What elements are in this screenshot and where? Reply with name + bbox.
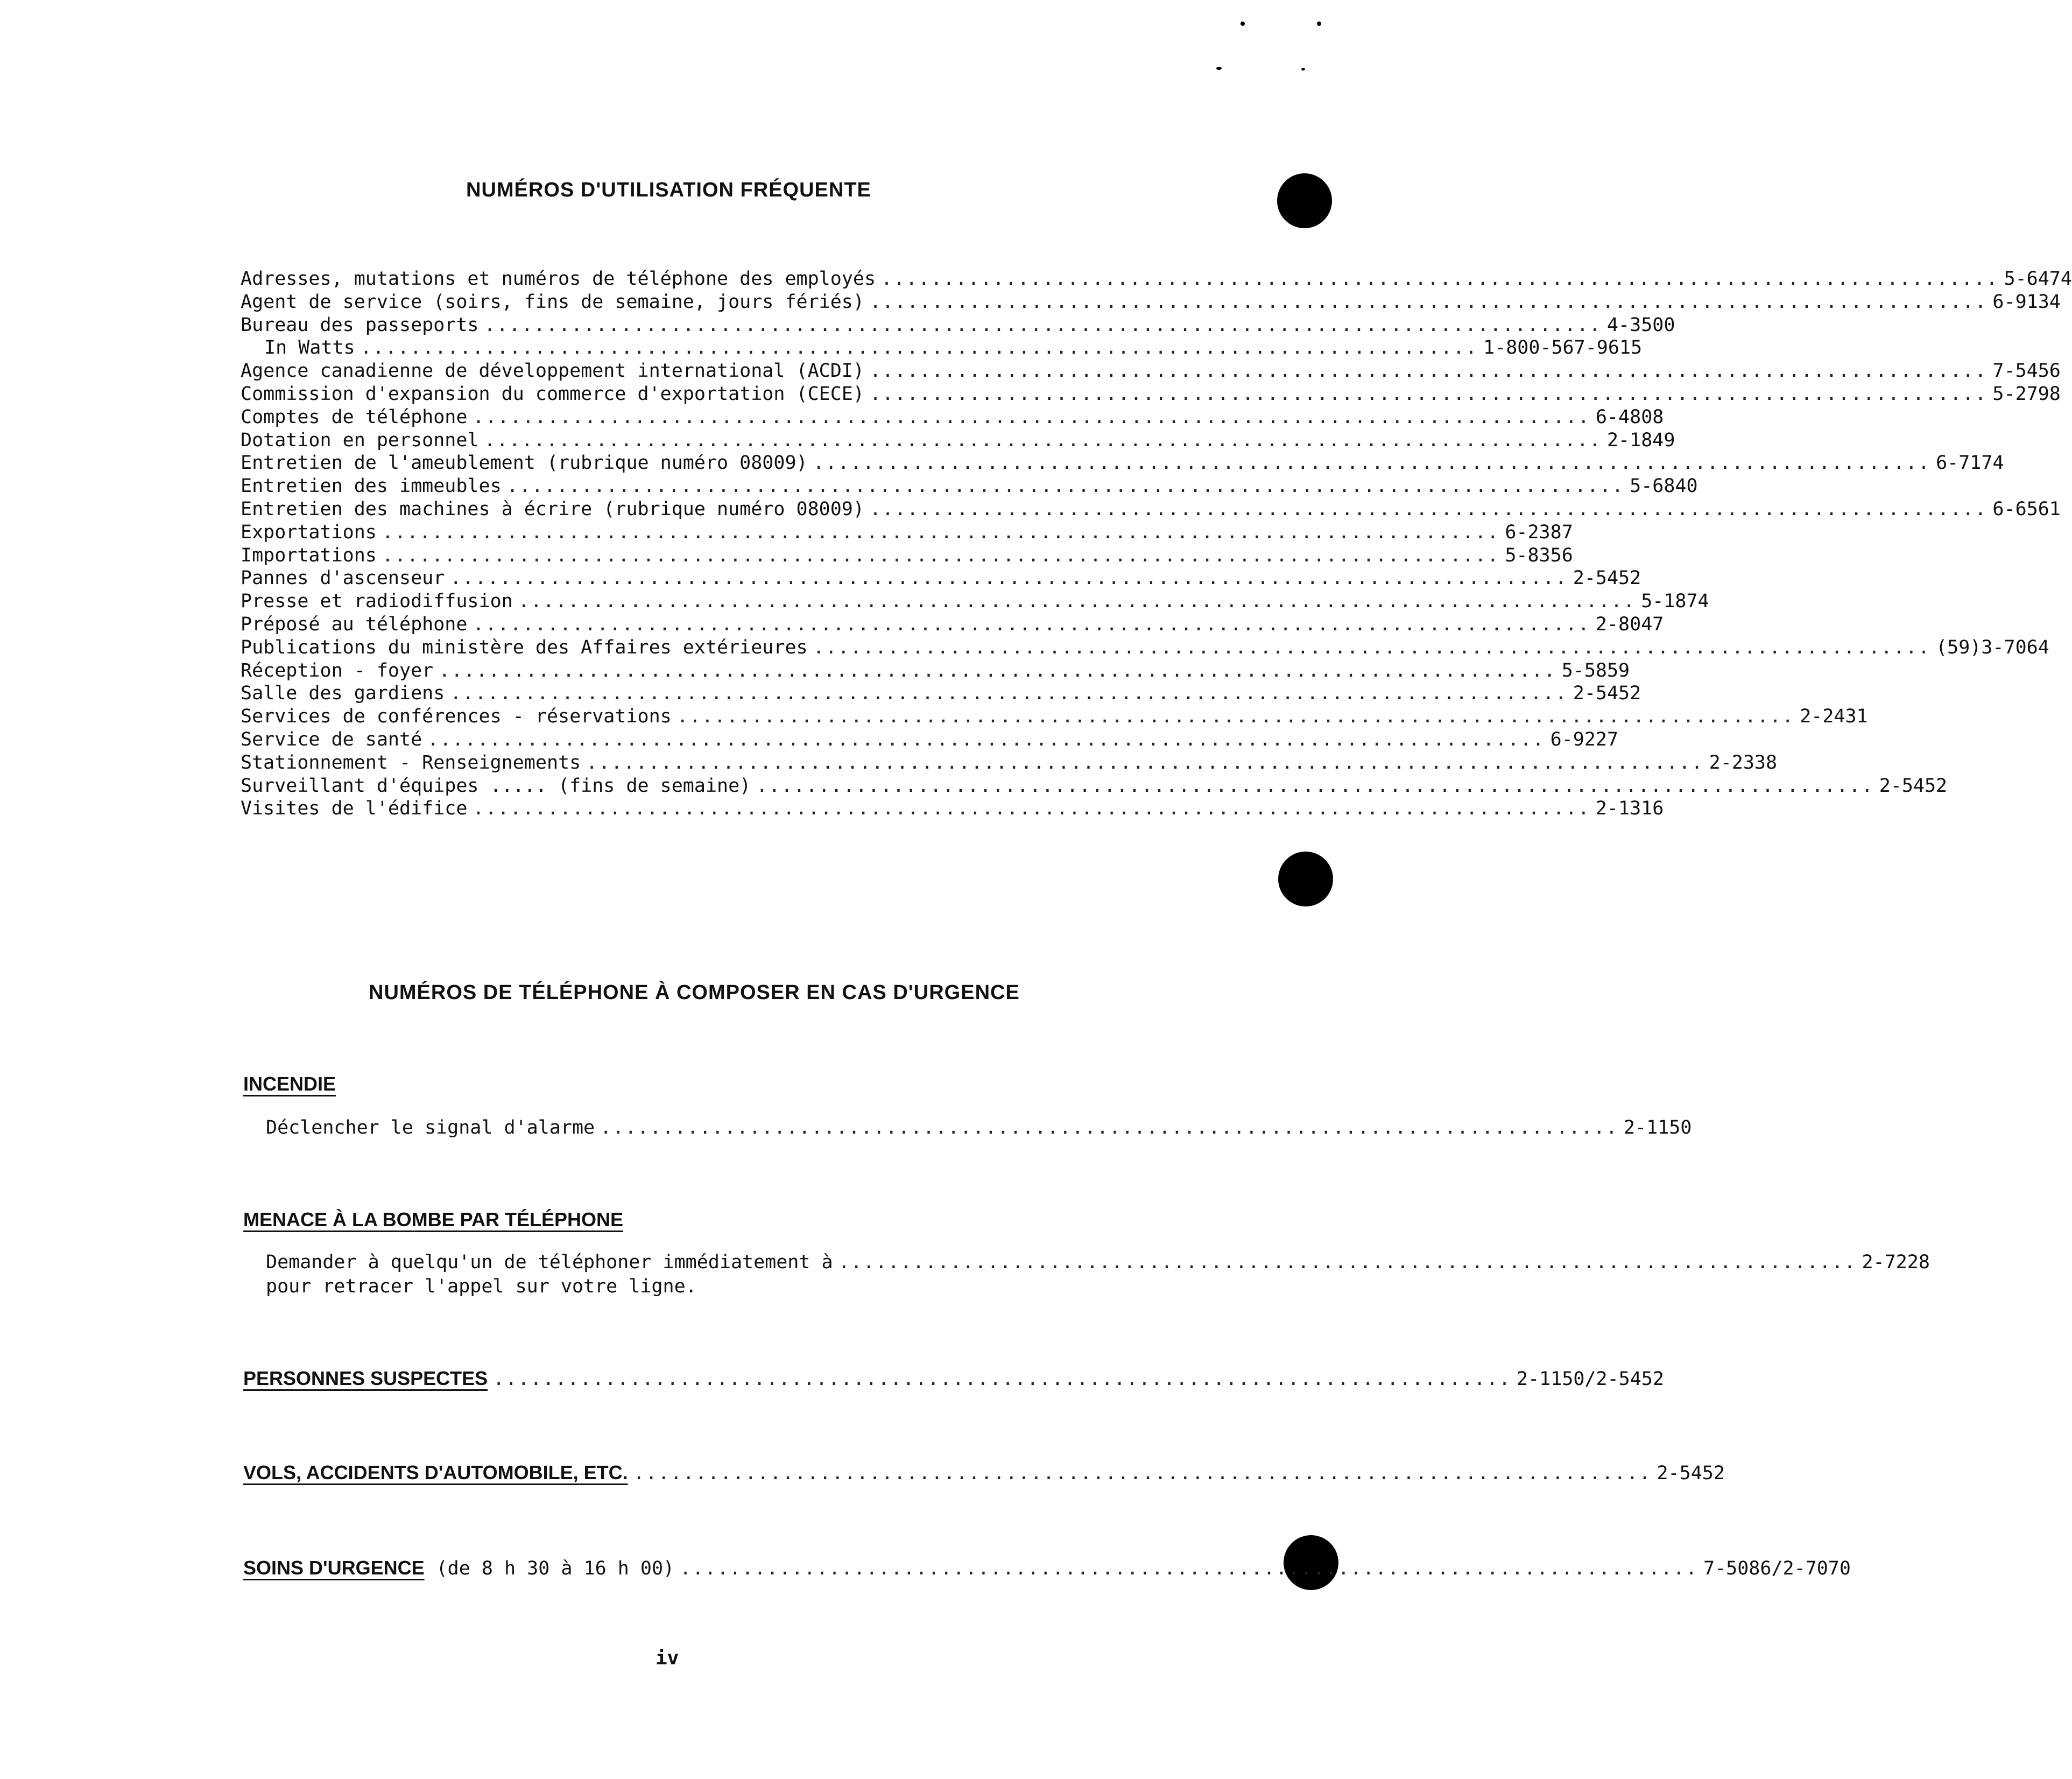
entry-label: Service de santé: [241, 728, 422, 750]
entry-label: Publications du ministère des Affaires extérieures: [241, 636, 808, 658]
entry-number: 6-9227: [1550, 728, 1619, 750]
emergency-care-number: 7-5086/2-7070: [1703, 1558, 1851, 1579]
entry-number: 2-5452: [1879, 775, 1948, 797]
thefts-heading: VOLS, ACCIDENTS D'AUTOMOBILE, ETC.: [243, 1461, 628, 1483]
thefts-number: 2-5452: [1657, 1462, 1725, 1484]
entry-number: 6-7174: [1936, 452, 2004, 474]
punch-hole-middle: [1278, 852, 1333, 906]
entry-label: Dotation en personnel: [241, 429, 479, 451]
entry-label: Entretien de l'ameublement (rubrique numéro 08009): [241, 452, 808, 474]
frequent-entry-row: [241, 336, 1643, 360]
frequent-entry-row: [241, 775, 1948, 798]
entry-number: 4-3500: [1606, 314, 1675, 336]
entry-number: 5-6474: [2004, 268, 2072, 290]
frequent-entry-row: [241, 383, 2061, 406]
frequent-entry-row: [241, 797, 1664, 820]
entry-label: Agent de service (soirs, fins de semaine, jours fériés): [241, 291, 864, 313]
dot-leader: ..........................................................................................: [869, 498, 1988, 520]
dot-leader: ..........................................................................................: [869, 360, 1988, 382]
entry-label: Comptes de téléphone: [241, 406, 468, 428]
dot-leader: ..................................................................................: [680, 1558, 1699, 1579]
entry-number: (59)3-7064: [1936, 636, 2049, 658]
suspects-heading: PERSONNES SUSPECTES: [243, 1367, 488, 1389]
dot-leader: ..........................................................................................: [518, 590, 1636, 613]
dot-leader: ..........................................................................................: [473, 798, 1590, 820]
entry-number: 6-9134: [1992, 291, 2061, 313]
frequent-entry-row: [241, 705, 1868, 728]
bomb-threat-label-continued: pour retracer l'appel sur votre ligne.: [266, 1276, 697, 1297]
entry-label: Visites de l'édifice: [241, 798, 468, 820]
dot-leader: ..........................................................................................: [450, 683, 1568, 705]
entry-label: Surveillant d'équipes ..... (fins de semaine): [241, 775, 751, 797]
entry-number: 6-2387: [1505, 521, 1573, 543]
dot-leader: ..........................................................................................: [484, 314, 1602, 336]
fire-alarm-label: Déclencher le signal d'alarme: [266, 1117, 595, 1138]
dot-leader: ..................................................................................: [838, 1251, 1857, 1273]
emergency-care-hours: (de 8 h 30 à 16 h 00): [436, 1558, 675, 1579]
entry-number: 5-5859: [1561, 659, 1630, 681]
frequent-entry-row: [241, 314, 1675, 337]
dot-leader: ..........................................................................................: [382, 544, 1500, 566]
entry-label: Stationnement - Renseignements: [241, 751, 581, 774]
emergency-care-row: [243, 1557, 1851, 1579]
entry-label: In Watts: [264, 337, 355, 359]
entry-number: 2-5452: [1573, 683, 1641, 705]
frequent-entry-row: [241, 452, 2004, 475]
dot-leader: ..........................................................................................: [360, 337, 1478, 359]
dot-leader: ..........................................................................................: [813, 636, 1931, 658]
frequent-entry-row: [241, 567, 1641, 590]
entry-label: Réception - foyer: [241, 659, 434, 681]
frequent-entry-row: [241, 521, 1573, 544]
dot-leader: ..........................................................................................: [427, 728, 1545, 750]
fire-alarm-number: 2-1150: [1623, 1117, 1692, 1138]
frequent-entry-row: [241, 590, 1709, 613]
fire-alarm-row: [266, 1117, 1692, 1138]
bomb-threat-label: Demander à quelqu'un de téléphoner immédiatement à: [266, 1251, 833, 1273]
frequent-entry-row: [241, 291, 2061, 314]
frequent-entry-row: [241, 636, 2049, 659]
scan-speck: [1216, 67, 1222, 70]
frequent-entry-row: [241, 498, 2061, 521]
suspects-number: 2-1150/2-5452: [1517, 1368, 1664, 1390]
entry-number: 2-1849: [1606, 429, 1675, 451]
thefts-row: [243, 1461, 1725, 1484]
entry-number: 5-2798: [1992, 383, 2061, 405]
entry-label: Salle des gardiens: [241, 683, 445, 705]
entry-label: Entretien des immeubles: [241, 475, 502, 497]
page-number: iv: [656, 1647, 679, 1669]
dot-leader: ..........................................................................................: [586, 751, 1704, 774]
dot-leader: ..........................................................................................: [506, 475, 1625, 497]
dot-leader: ..........................................................................................: [473, 613, 1590, 635]
entry-number: 6-6561: [1992, 498, 2061, 520]
frequent-entry-row: [241, 613, 1664, 636]
frequent-entry-row: [241, 429, 1675, 452]
dot-leader: ..........................................................................................: [473, 406, 1590, 428]
dot-leader: ..........................................................................................: [439, 659, 1556, 681]
dot-leader: ..........................................................................................: [869, 291, 1988, 313]
scan-speck: [1241, 22, 1245, 26]
frequent-entry-row: [241, 544, 1573, 567]
dot-leader: ..........................................................................................: [450, 567, 1568, 589]
entry-label: Pannes d'ascenseur: [241, 567, 445, 589]
entry-label: Agence canadienne de développement international (ACDI): [241, 360, 864, 382]
emergency-numbers-title: NUMÉROS DE TÉLÉPHONE À COMPOSER EN CAS D'URGENCE: [369, 981, 1020, 1004]
entry-number: 6-4808: [1595, 406, 1664, 428]
dot-leader: ..........................................................................................: [813, 452, 1931, 474]
frequent-numbers-title: NUMÉROS D'UTILISATION FRÉQUENTE: [466, 179, 871, 201]
punch-hole-top: [1277, 173, 1332, 228]
entry-number: 5-6840: [1630, 475, 1698, 497]
entry-label: Services de conférences - réservations: [241, 706, 672, 728]
suspects-row: [243, 1367, 1664, 1390]
bomb-threat-heading: MENACE À LA BOMBE PAR TÉLÉPHONE: [243, 1208, 624, 1230]
frequent-numbers-list: [241, 268, 2072, 820]
entry-number: 2-8047: [1595, 613, 1664, 635]
dot-leader: ..........................................................................................: [756, 775, 1874, 797]
scan-speck: [1317, 22, 1321, 26]
dot-leader: ..........................................................................................: [382, 521, 1500, 543]
entry-label: Presse et radiodiffusion: [241, 590, 513, 613]
frequent-entry-row: [241, 728, 1619, 751]
bomb-threat-row: [266, 1251, 1930, 1273]
entry-label: Entretien des machines à écrire (rubrique numéro 08009): [241, 498, 864, 520]
dot-leader: ..........................................................................................: [869, 383, 1988, 405]
frequent-entry-row: [241, 751, 1778, 775]
entry-number: 5-1874: [1641, 590, 1709, 613]
entry-label: Adresses, mutations et numéros de téléphone des employés: [241, 268, 876, 290]
entry-label: Exportations: [241, 521, 377, 543]
scan-speck: [1301, 68, 1305, 71]
dot-leader: ..........................................................................................: [881, 268, 1999, 290]
frequent-entry-row: [241, 682, 1641, 705]
emergency-care-heading: SOINS D'URGENCE: [243, 1557, 425, 1579]
dot-leader: ..................................................................................: [600, 1117, 1618, 1138]
dot-leader: ..........................................................................................: [484, 429, 1602, 451]
entry-number: 1-800-567-9615: [1483, 337, 1643, 359]
frequent-entry-row: [241, 406, 1664, 429]
frequent-entry-row: [241, 475, 1698, 498]
entry-label: Bureau des passeports: [241, 314, 479, 336]
entry-number: 7-5456: [1992, 360, 2061, 382]
dot-leader: ..........................................................................................: [676, 706, 1795, 728]
entry-label: Importations: [241, 544, 377, 566]
frequent-entry-row: [241, 659, 1630, 683]
dot-leader: ..................................................................................: [633, 1462, 1652, 1484]
entry-number: 2-2338: [1709, 751, 1778, 774]
entry-number: 2-1316: [1595, 798, 1664, 820]
frequent-entry-row: [241, 360, 2061, 383]
dot-leader: ..................................................................................: [493, 1368, 1512, 1390]
frequent-entry-row: [241, 268, 2072, 291]
entry-number: 5-8356: [1505, 544, 1573, 566]
entry-label: Préposé au téléphone: [241, 613, 468, 635]
entry-label: Commission d'expansion du commerce d'exportation (CECE): [241, 383, 864, 405]
bomb-threat-number: 2-7228: [1862, 1251, 1930, 1273]
fire-heading: INCENDIE: [243, 1073, 336, 1095]
entry-number: 2-5452: [1573, 567, 1641, 589]
entry-number: 2-2431: [1800, 706, 1868, 728]
